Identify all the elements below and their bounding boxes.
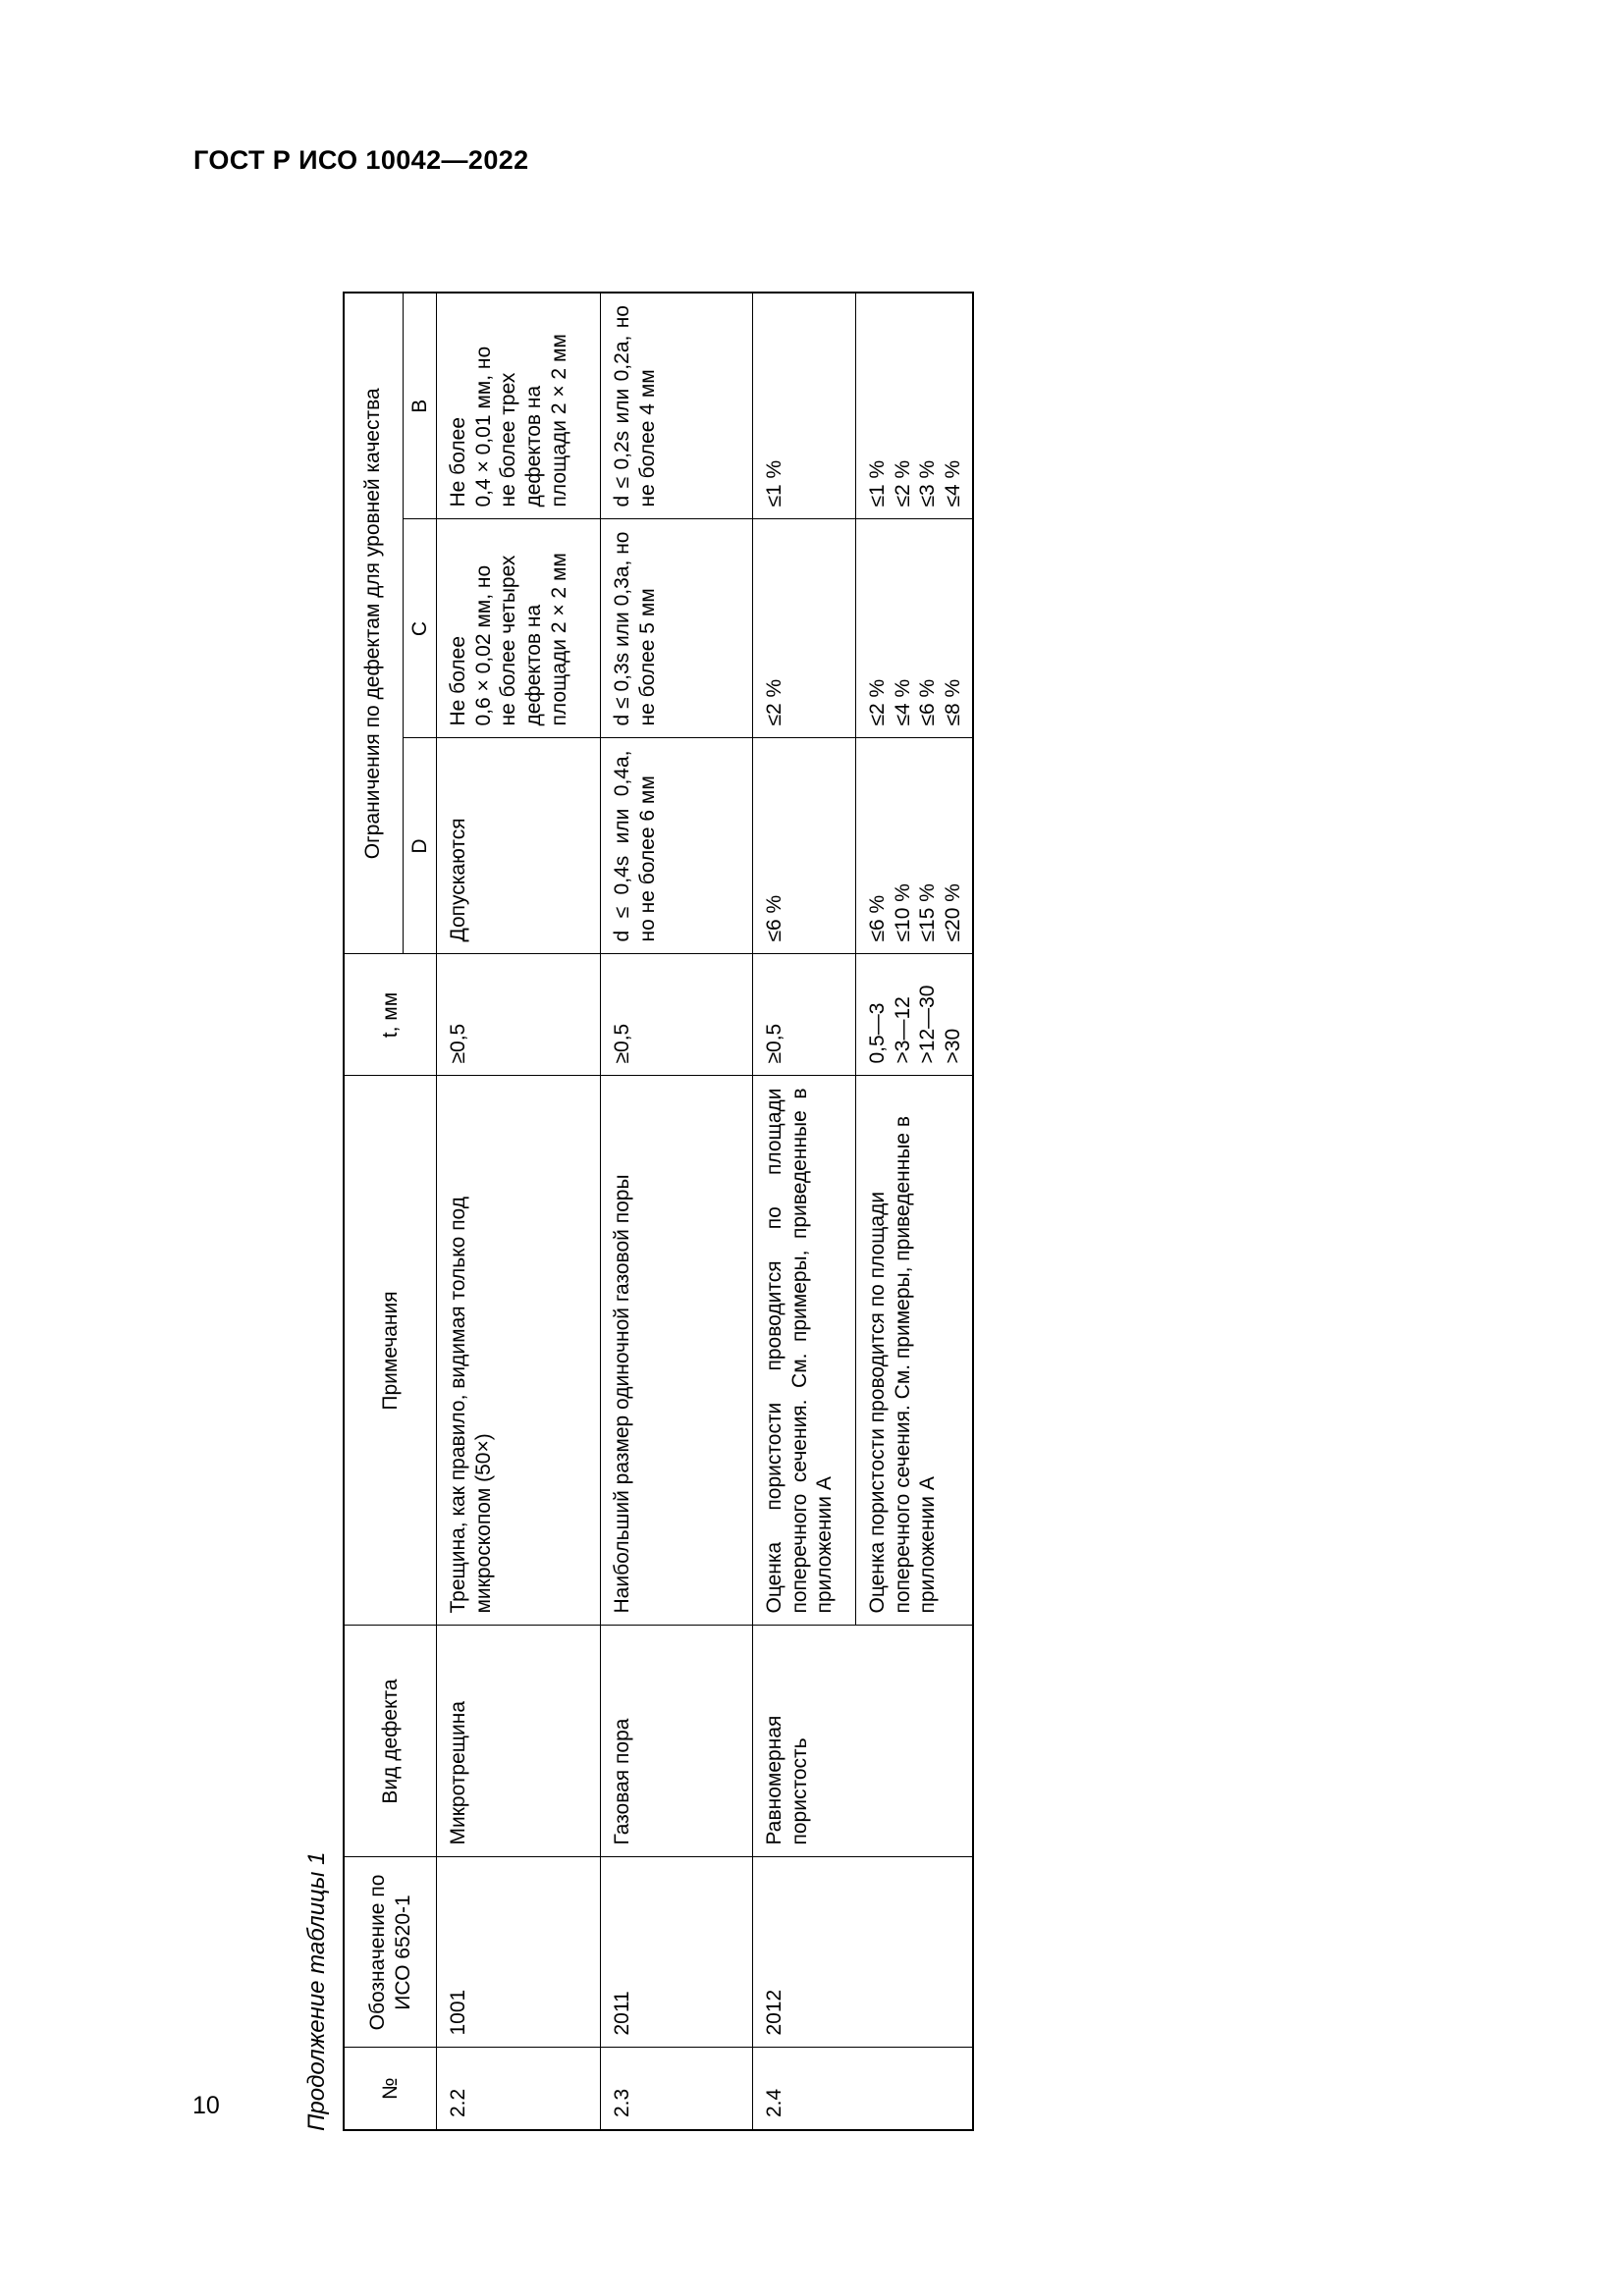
- row-thickness: ≥0,5: [601, 954, 753, 1076]
- row-notes: Оценка пористости проводится по площади поперечного сечения. См. примеры, приведенные в приложении А: [856, 1076, 973, 1626]
- row-thickness: [856, 954, 973, 1076]
- limit-line: ≤15 %: [916, 883, 940, 942]
- row-limit-c: [856, 519, 973, 738]
- thickness-range: >30: [941, 1028, 964, 1064]
- thickness-range: >3—12: [891, 996, 914, 1064]
- row-thickness: ≥0,5: [753, 954, 856, 1076]
- table-header-row: [344, 293, 403, 2130]
- limit-line: дефектов на площади 2 × 2 мм: [521, 553, 570, 726]
- row-limit-d: Допускаются: [437, 738, 601, 954]
- limit-line: ≤4 %: [941, 459, 964, 507]
- header-iso: Обозначение по ИСО 6520-1: [344, 1857, 437, 2048]
- row-iso-code: 1001: [437, 1857, 601, 2048]
- table-row: [753, 293, 856, 2130]
- limit-line: не более трех: [497, 372, 520, 507]
- limit-line: ≤10 %: [891, 883, 914, 942]
- header-level-c: C: [403, 519, 437, 738]
- row-limit-b: ≤1 %: [753, 293, 856, 519]
- row-limit-d: ≤6 %: [753, 738, 856, 954]
- row-limit-d: d ≤ 0,4s или 0,4a, но не более 6 мм: [601, 738, 753, 954]
- row-limit-d: [856, 738, 973, 954]
- limit-line: 0,6 × 0,02 мм, но: [471, 564, 495, 726]
- table-row: [601, 293, 753, 2130]
- row-notes: Трещина, как правило, видимая только под микроскопом (50×): [437, 1076, 601, 1626]
- limit-line: ≤6 %: [866, 894, 890, 942]
- header-num: №: [344, 2048, 437, 2130]
- header-thickness: t, мм: [344, 954, 437, 1076]
- header-level-b: B: [403, 293, 437, 519]
- limit-line: не более четырех: [497, 555, 520, 726]
- header-notes: Примечания: [344, 1076, 437, 1626]
- table-row: [437, 293, 601, 2130]
- limit-line: дефектов на площади 2 × 2 мм: [521, 334, 570, 507]
- row-defect-name: Микротрещина: [437, 1626, 601, 1857]
- row-limit-c: d ≤ 0,3s или 0,3a, но не более 5 мм: [601, 519, 753, 738]
- row-limit-b: d ≤ 0,2s или 0,2a, но не более 4 мм: [601, 293, 753, 519]
- thickness-range: >12—30: [916, 985, 940, 1064]
- row-num: 2.2: [437, 2048, 601, 2130]
- limit-line: ≤3 %: [916, 459, 940, 507]
- row-num: 2.4: [753, 2048, 973, 2130]
- row-notes: Наибольший размер одиночной газовой поры: [601, 1076, 753, 1626]
- row-num: 2.3: [601, 2048, 753, 2130]
- row-limit-b: [437, 293, 601, 519]
- row-thickness: ≥0,5: [437, 954, 601, 1076]
- limit-line: Не более: [447, 416, 470, 507]
- row-limit-c: ≤2 %: [753, 519, 856, 738]
- thickness-range: 0,5—3: [866, 1002, 890, 1064]
- row-notes: Оценка пористости проводится по площади поперечного сечения. См. примеры, приведенные в приложении А: [753, 1076, 856, 1626]
- limit-line: ≤20 %: [941, 883, 964, 942]
- row-limit-c: [437, 519, 601, 738]
- limit-line: ≤4 %: [891, 678, 914, 726]
- limit-line: ≤1 %: [866, 459, 890, 507]
- header-level-d: D: [403, 738, 437, 954]
- row-defect-name: Равномерная пористость: [753, 1626, 973, 1857]
- limit-line: ≤8 %: [941, 678, 964, 726]
- row-limit-b: [856, 293, 973, 519]
- row-defect-name: Газовая пора: [601, 1626, 753, 1857]
- limit-line: ≤2 %: [866, 678, 890, 726]
- limit-line: ≤2 %: [891, 459, 914, 507]
- document-header: ГОСТ Р ИСО 10042—2022: [193, 145, 529, 175]
- header-defect: Вид дефекта: [344, 1626, 437, 1857]
- defects-table: [343, 292, 974, 2131]
- page-number: 10: [192, 2092, 220, 2119]
- limit-line: ≤6 %: [916, 678, 940, 726]
- header-limits: Ограничения по дефектам для уровней качества: [344, 293, 403, 954]
- table-caption: Продолжение таблицы 1: [303, 1851, 330, 2131]
- limit-line: Не более: [447, 635, 470, 726]
- limit-line: 0,4 × 0,01 мм, но: [471, 346, 495, 507]
- row-iso-code: 2012: [753, 1857, 973, 2048]
- row-iso-code: 2011: [601, 1857, 753, 2048]
- rotated-table-sheet: [303, 294, 964, 2131]
